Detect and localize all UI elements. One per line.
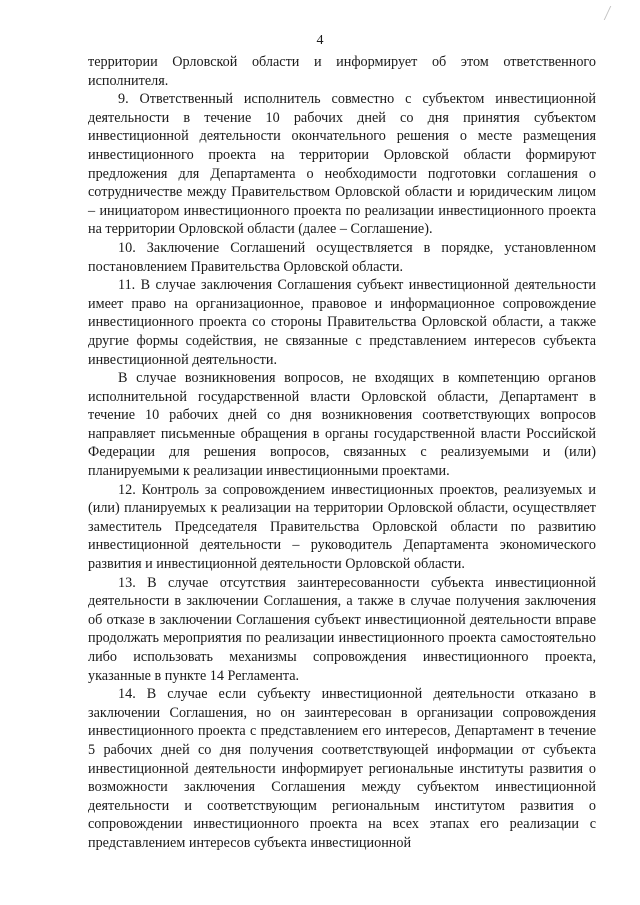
paragraph: территории Орловской области и информирует об этом ответственного исполнителя. <box>88 54 596 89</box>
paragraph-item-9: 9. Ответственный исполнитель совместно с субъектом инвестиционной деятельности в течение 10 рабочих дней со дня принятия субъектом инвестиционной деятельности окончательного решения о месте размещения инвестиционного проекта на территории Орловской области формируют предложения для Департамента о необходимости подготовки соглашения о сотрудничестве между Правительством Орловской области и юридическим лицом – инициатором инвестиционного проекта по реализации инвестиционного проекта на территории Орловской области (далее – Соглашение). <box>88 91 596 238</box>
paragraph-item-13: 13. В случае отсутствия заинтересованности субъекта инвестиционной деятельности в заключении Соглашения, а также в случае получения заключения об отказе в заключении Соглашения субъект инвестиционной деятельности вправе продолжать мероприятия по реализации инвестиционного проекта самостоятельно либо использовать механизмы сопровождения инвестиционного проекта, указанные в пункте 14 Регламента. <box>88 574 596 684</box>
paragraph-item-12: 12. Контроль за сопровождением инвестиционных проектов, реализуемых и (или) планируемых к реализации на территории Орловской области, осуществляет заместитель Председателя Правительства Орловской области по развитию инвестиционной деятельности – руководитель Департамента экономического развития и инвестиционной деятельности Орловской области. <box>88 481 596 573</box>
page-number: 4 <box>316 33 324 48</box>
paragraph-item-11: 11. В случае заключения Соглашения субъект инвестиционной деятельности имеет право на организационное, правовое и информационное сопровождение инвестиционного проекта со стороны Правительства Орловской области, а также другие формы содействия, не связанные с представлением интересов субъекта инвестиционной деятельности. <box>88 277 596 368</box>
paragraph-item-14: 14. В случае если субъекту инвестиционной деятельности отказано в заключении Соглашения, но он заинтересован в организации сопровождения инвестиционного проекта с представлением его интересов, Департамент в течение 5 рабочих дней со дня получения соответствующей информации от субъекта инвестиционной деятельности информирует региональные институты развития о возможности заключения Соглашения между субъектом инвестиционной деятельности и соответствующим региональным институтом развития о сопровождении инвестиционного проекта на всех этапах его реализации с представлением интересов субъекта инвестиционной <box>88 686 596 851</box>
paragraph: В случае возникновения вопросов, не входящих в компетенцию органов исполнительной государственной власти Орловской области, Департамент в течение 10 рабочих дней со дня возникновения соответствующих вопросов направляет письменные обращения в органы государственной власти Российской Федерации для решения вопросов, связанных с реализуемыми и (или) планируемыми к реализации инвестиционными проектами. <box>88 370 596 480</box>
document-body <box>88 53 596 853</box>
scan-mark <box>604 6 622 20</box>
paragraph-item-10: 10. Заключение Соглашений осуществляется в порядке, установленном постановлением Правительства Орловской области. <box>88 239 596 275</box>
